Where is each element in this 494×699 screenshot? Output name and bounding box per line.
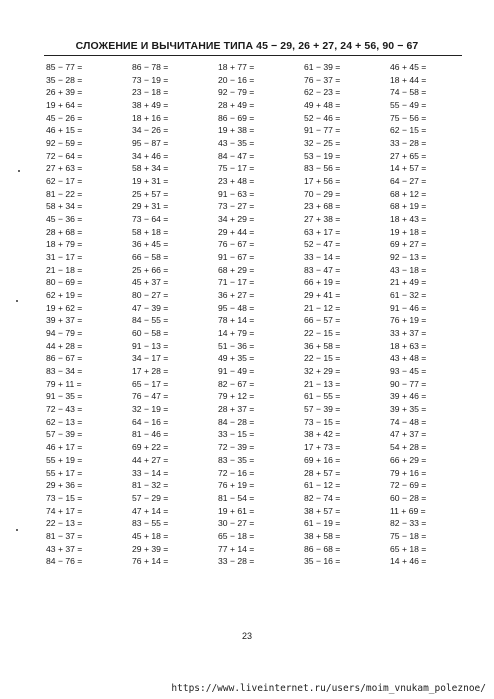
exercise-item: 19 + 18 = — [390, 226, 427, 237]
exercise-item: 39 + 35 = — [390, 404, 427, 415]
exercise-item: 57 − 39 = — [46, 429, 83, 440]
exercise-item: 92 − 13 = — [390, 252, 427, 263]
exercise-item: 72 − 39 = — [218, 442, 255, 453]
exercise-item: 23 + 68 = — [304, 201, 341, 212]
exercise-item: 43 − 35 = — [218, 138, 255, 149]
exercise-item: 61 − 12 = — [304, 480, 341, 491]
exercise-item: 66 − 57 = — [304, 315, 341, 326]
exercise-item: 33 − 15 = — [218, 429, 255, 440]
exercise-item: 33 − 28 = — [390, 138, 427, 149]
exercise-item: 81 − 22 = — [46, 188, 83, 199]
exercise-item: 34 − 26 = — [132, 125, 169, 136]
exercise-grid — [46, 61, 476, 568]
exercise-item: 95 − 48 = — [218, 302, 255, 313]
exercise-item: 83 − 35 = — [218, 454, 255, 465]
exercise-item: 19 + 38 = — [218, 125, 255, 136]
exercise-item: 33 − 14 = — [304, 252, 341, 263]
exercise-item: 83 − 34 = — [46, 366, 83, 377]
exercise-item: 47 − 39 = — [132, 302, 169, 313]
exercise-item: 27 + 65 = — [390, 150, 427, 161]
exercise-item: 90 − 77 = — [390, 378, 427, 389]
exercise-item: 21 + 49 = — [390, 277, 427, 288]
exercise-item: 18 + 44 = — [390, 74, 427, 85]
exercise-item: 14 + 57 = — [390, 163, 427, 174]
exercise-item: 69 + 27 = — [390, 239, 427, 250]
exercise-item: 44 + 27 = — [132, 454, 169, 465]
margin-dot-mark — [18, 170, 20, 172]
exercise-item: 36 + 27 = — [218, 290, 255, 301]
exercise-item: 81 − 32 = — [132, 480, 169, 491]
exercise-item: 81 − 54 = — [218, 492, 255, 503]
exercise-item: 25 + 57 = — [132, 188, 169, 199]
exercise-item: 43 + 48 = — [390, 353, 427, 364]
exercise-item: 29 + 39 = — [132, 543, 169, 554]
exercise-item: 65 − 18 = — [218, 530, 255, 541]
exercise-item: 76 + 19 = — [390, 315, 427, 326]
exercise-item: 45 + 37 = — [132, 277, 169, 288]
exercise-item: 64 − 16 = — [132, 416, 169, 427]
exercise-item: 91 − 77 = — [304, 125, 341, 136]
exercise-item: 34 − 17 = — [132, 353, 169, 364]
exercise-item: 29 + 36 = — [46, 480, 83, 491]
exercise-item: 62 − 13 = — [46, 416, 83, 427]
exercise-item: 18 + 43 = — [390, 214, 427, 225]
exercise-item: 93 − 45 = — [390, 366, 427, 377]
exercise-item: 86 − 69 = — [218, 112, 255, 123]
exercise-item: 84 − 55 = — [132, 315, 169, 326]
margin-dot-mark — [16, 300, 18, 302]
exercise-column-3 — [218, 61, 304, 568]
exercise-item: 73 − 19 = — [132, 74, 169, 85]
exercise-item: 22 − 15 = — [304, 353, 341, 364]
exercise-item: 33 − 14 = — [132, 467, 169, 478]
exercise-item: 28 + 37 = — [218, 404, 255, 415]
exercise-item: 80 − 27 = — [132, 290, 169, 301]
exercise-item: 21 − 12 = — [304, 302, 341, 313]
exercise-item: 58 + 18 = — [132, 226, 169, 237]
exercise-item: 43 + 37 = — [46, 543, 83, 554]
exercise-item: 33 + 37 = — [390, 328, 427, 339]
exercise-item: 74 − 48 = — [390, 416, 427, 427]
exercise-item: 66 + 19 = — [304, 277, 341, 288]
exercise-item: 45 − 36 = — [46, 214, 83, 225]
exercise-item: 38 + 57 = — [304, 505, 341, 516]
exercise-item: 17 + 28 = — [132, 366, 169, 377]
exercise-item: 72 − 64 = — [46, 150, 83, 161]
exercise-item: 80 − 69 = — [46, 277, 83, 288]
exercise-item: 32 + 29 = — [304, 366, 341, 377]
exercise-item: 78 + 14 = — [218, 315, 255, 326]
exercise-item: 11 + 69 = — [390, 505, 426, 516]
exercise-item: 51 − 36 = — [218, 340, 255, 351]
page-title: СЛОЖЕНИЕ И ВЫЧИТАНИЕ ТИПА 45 − 29, 26 + 27, 24 + 56, 90 − 67 — [75, 40, 419, 52]
exercise-item: 73 − 15 = — [46, 492, 83, 503]
exercise-item: 58 + 34 = — [46, 201, 83, 212]
exercise-item: 28 + 49 = — [218, 100, 255, 111]
exercise-item: 61 − 32 = — [390, 290, 427, 301]
exercise-item: 17 + 56 = — [304, 176, 341, 187]
exercise-item: 72 − 69 = — [390, 480, 427, 491]
exercise-item: 85 − 77 = — [46, 62, 83, 72]
exercise-item: 34 + 46 = — [132, 150, 169, 161]
exercise-item: 91 − 67 = — [218, 252, 255, 263]
exercise-item: 77 + 14 = — [218, 543, 255, 554]
exercise-item: 39 + 46 = — [390, 391, 427, 402]
exercise-item: 38 + 49 = — [132, 100, 169, 111]
exercise-item: 65 − 17 = — [132, 378, 169, 389]
exercise-item: 19 + 62 = — [46, 302, 83, 313]
exercise-item: 91 − 49 = — [218, 366, 255, 377]
exercise-item: 68 + 19 = — [390, 201, 427, 212]
exercise-item: 73 − 15 = — [304, 416, 341, 427]
exercise-item: 84 − 76 = — [46, 556, 83, 567]
exercise-item: 46 + 17 = — [46, 442, 83, 453]
exercise-item: 28 + 57 = — [304, 467, 341, 478]
exercise-item: 29 + 31 = — [132, 201, 169, 212]
exercise-item: 70 − 29 = — [304, 188, 341, 199]
exercise-item: 76 − 47 = — [132, 391, 169, 402]
exercise-item: 45 − 26 = — [46, 112, 83, 123]
exercise-item: 62 − 15 = — [390, 125, 427, 136]
exercise-item: 92 − 59 = — [46, 138, 83, 149]
exercise-item: 47 + 14 = — [132, 505, 169, 516]
exercise-item: 52 − 47 = — [304, 239, 341, 250]
title-underline — [44, 55, 462, 56]
exercise-item: 23 + 48 = — [218, 176, 255, 187]
exercise-item: 38 + 42 = — [304, 429, 341, 440]
exercise-item: 36 + 58 = — [304, 340, 341, 351]
exercise-item: 62 − 23 = — [304, 87, 341, 98]
exercise-item: 31 − 17 = — [46, 252, 83, 263]
exercise-item: 57 − 29 = — [132, 492, 169, 503]
exercise-item: 86 − 68 = — [304, 543, 341, 554]
exercise-item: 57 − 39 = — [304, 404, 341, 415]
exercise-item: 14 + 79 = — [218, 328, 255, 339]
exercise-item: 86 − 78 = — [132, 62, 169, 72]
exercise-item: 73 − 64 = — [132, 214, 169, 225]
exercise-item: 79 + 12 = — [218, 391, 255, 402]
exercise-item: 19 + 31 = — [132, 176, 169, 187]
exercise-item: 83 − 55 = — [132, 518, 169, 529]
exercise-item: 21 − 18 = — [46, 264, 83, 275]
exercise-item: 32 − 19 = — [132, 404, 169, 415]
exercise-item: 94 − 79 = — [46, 328, 83, 339]
exercise-item: 76 + 14 = — [132, 556, 169, 567]
exercise-item: 84 − 47 = — [218, 150, 255, 161]
exercise-item: 83 − 47 = — [304, 264, 341, 275]
exercise-item: 47 + 37 = — [390, 429, 427, 440]
exercise-item: 91 − 63 = — [218, 188, 255, 199]
exercise-item: 23 − 18 = — [132, 87, 169, 98]
exercise-item: 74 + 17 = — [46, 505, 83, 516]
exercise-item: 69 + 16 = — [304, 454, 341, 465]
exercise-item: 55 − 49 = — [390, 100, 427, 111]
exercise-item: 29 + 44 = — [218, 226, 255, 237]
exercise-item: 74 − 58 = — [390, 87, 427, 98]
exercise-item: 30 − 27 = — [218, 518, 255, 529]
exercise-item: 44 + 28 = — [46, 340, 83, 351]
exercise-item: 60 − 58 = — [132, 328, 169, 339]
exercise-item: 82 − 67 = — [218, 378, 255, 389]
exercise-column-1 — [46, 61, 132, 568]
exercise-item: 35 − 16 = — [304, 556, 341, 567]
exercise-item: 64 − 27 = — [390, 176, 427, 187]
exercise-item: 46 + 15 = — [46, 125, 83, 136]
exercise-item: 84 − 28 = — [218, 416, 255, 427]
exercise-item: 55 + 17 = — [46, 467, 83, 478]
exercise-column-5 — [390, 61, 476, 568]
exercise-item: 76 − 67 = — [218, 239, 255, 250]
exercise-item: 27 + 63 = — [46, 163, 83, 174]
exercise-item: 49 + 48 = — [304, 100, 341, 111]
exercise-item: 75 − 17 = — [218, 163, 255, 174]
exercise-item: 66 + 29 = — [390, 454, 427, 465]
margin-dot-mark — [16, 529, 18, 531]
exercise-item: 20 − 16 = — [218, 74, 255, 85]
exercise-item: 95 − 87 = — [132, 138, 169, 149]
exercise-item: 62 + 19 = — [46, 290, 83, 301]
exercise-item: 29 + 41 = — [304, 290, 341, 301]
exercise-item: 17 + 73 = — [304, 442, 341, 453]
exercise-item: 32 − 25 = — [304, 138, 341, 149]
exercise-item: 45 + 18 = — [132, 530, 169, 541]
exercise-item: 43 − 18 = — [390, 264, 427, 275]
exercise-item: 18 + 77 = — [218, 62, 255, 72]
exercise-item: 36 + 45 = — [132, 239, 169, 250]
exercise-item: 91 − 35 = — [46, 391, 83, 402]
exercise-item: 73 − 27 = — [218, 201, 255, 212]
exercise-item: 52 − 46 = — [304, 112, 341, 123]
exercise-item: 26 + 39 = — [46, 87, 83, 98]
exercise-item: 18 + 16 = — [132, 112, 169, 123]
exercise-item: 92 − 79 = — [218, 87, 255, 98]
exercise-item: 75 − 18 = — [390, 530, 427, 541]
exercise-item: 79 + 16 = — [390, 467, 427, 478]
exercise-item: 18 + 79 = — [46, 239, 83, 250]
exercise-item: 61 − 55 = — [304, 391, 341, 402]
exercise-item: 38 + 58 = — [304, 530, 341, 541]
exercise-item: 28 + 68 = — [46, 226, 83, 237]
exercise-item: 35 − 28 = — [46, 74, 83, 85]
exercise-column-2 — [132, 61, 218, 568]
exercise-item: 53 − 19 = — [304, 150, 341, 161]
exercise-item: 27 + 38 = — [304, 214, 341, 225]
exercise-item: 82 − 33 = — [390, 518, 427, 529]
exercise-item: 49 + 35 = — [218, 353, 255, 364]
exercise-item: 62 − 17 = — [46, 176, 83, 187]
exercise-item: 91 − 13 = — [132, 340, 169, 351]
exercise-item: 76 + 19 = — [218, 480, 255, 491]
exercise-item: 75 − 56 = — [390, 112, 427, 123]
exercise-item: 82 − 74 = — [304, 492, 341, 503]
exercise-item: 14 + 46 = — [390, 556, 427, 567]
exercise-item: 72 − 16 = — [218, 467, 255, 478]
exercise-item: 46 + 45 = — [390, 62, 427, 72]
exercise-item: 21 − 13 = — [304, 378, 341, 389]
exercise-item: 61 − 39 = — [304, 62, 341, 72]
exercise-item: 79 + 11 = — [46, 378, 82, 389]
exercise-item: 65 + 18 = — [390, 543, 427, 554]
exercise-item: 60 − 28 = — [390, 492, 427, 503]
exercise-item: 58 + 34 = — [132, 163, 169, 174]
exercise-item: 22 − 13 = — [46, 518, 83, 529]
exercise-item: 34 + 29 = — [218, 214, 255, 225]
exercise-item: 86 − 67 = — [46, 353, 83, 364]
watermark-url: https://www.liveinternet.ru/users/moim_vnukam_poleznoe/ — [171, 683, 486, 694]
exercise-item: 33 − 28 = — [218, 556, 255, 567]
exercise-item: 66 − 58 = — [132, 252, 169, 263]
page-number: 23 — [241, 631, 252, 641]
exercise-item: 81 − 46 = — [132, 429, 169, 440]
exercise-item: 18 + 63 = — [390, 340, 427, 351]
exercise-item: 68 + 12 = — [390, 188, 427, 199]
exercise-item: 63 + 17 = — [304, 226, 341, 237]
exercise-item: 19 + 61 = — [218, 505, 255, 516]
exercise-item: 83 − 56 = — [304, 163, 341, 174]
exercise-item: 68 + 29 = — [218, 264, 255, 275]
exercise-item: 55 + 19 = — [46, 454, 83, 465]
exercise-item: 71 − 17 = — [218, 277, 255, 288]
exercise-item: 76 − 37 = — [304, 74, 341, 85]
exercise-item: 72 − 43 = — [46, 404, 83, 415]
exercise-item: 61 − 19 = — [304, 518, 341, 529]
exercise-item: 69 + 22 = — [132, 442, 169, 453]
exercise-item: 54 + 28 = — [390, 442, 427, 453]
exercise-item: 91 − 46 = — [390, 302, 427, 313]
exercise-column-4 — [304, 61, 390, 568]
exercise-item: 25 + 66 = — [132, 264, 169, 275]
exercise-item: 19 + 64 = — [46, 100, 83, 111]
exercise-item: 22 − 15 = — [304, 328, 341, 339]
exercise-item: 81 − 37 = — [46, 530, 83, 541]
exercise-item: 39 + 37 = — [46, 315, 83, 326]
